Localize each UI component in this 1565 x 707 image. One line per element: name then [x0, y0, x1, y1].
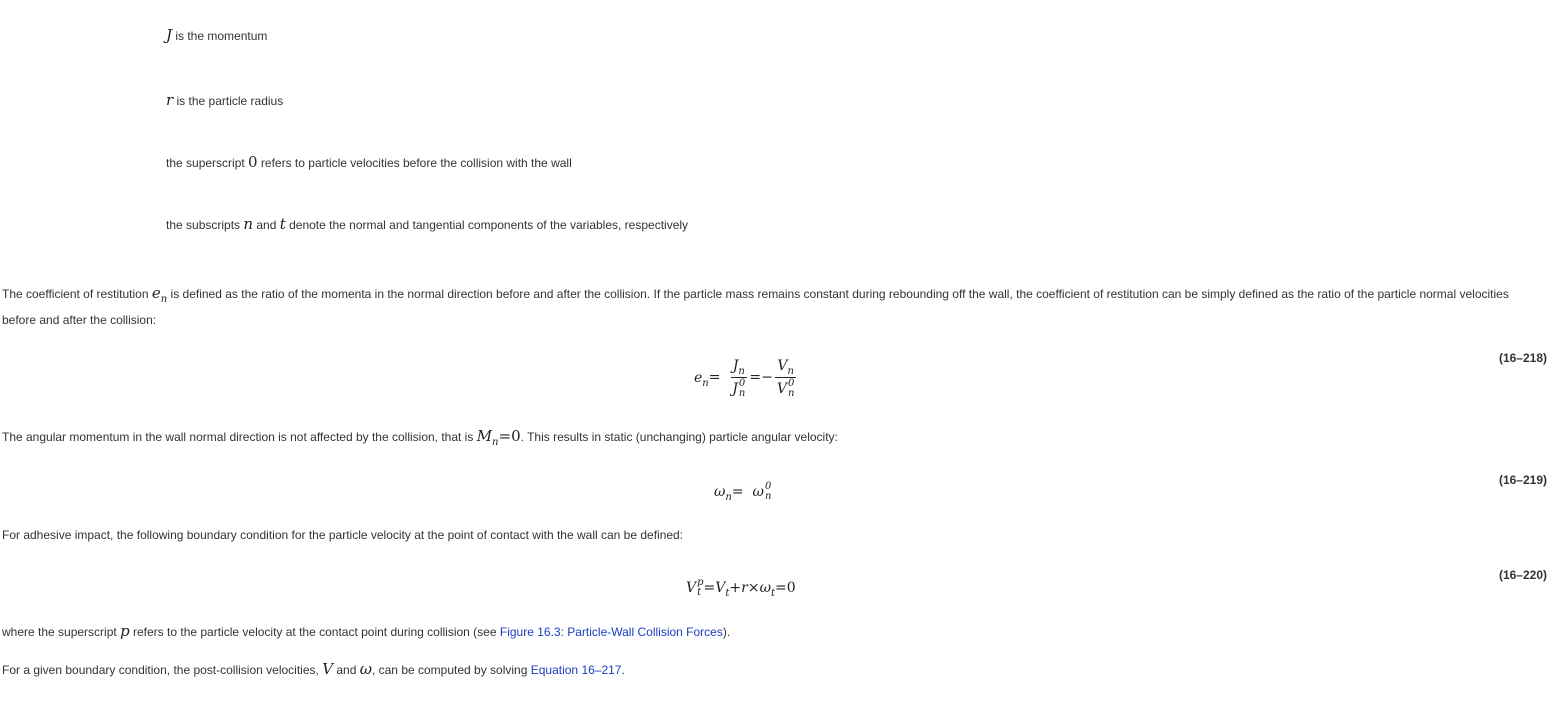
paragraph-text: refers to the particle velocity at the contact point during collision (see: [129, 625, 500, 639]
paragraph-restitution: [2, 281, 1542, 333]
math-subscript: n: [160, 294, 168, 305]
definition-momentum: [166, 26, 267, 44]
math-symbol: 0: [248, 153, 258, 171]
paragraph-text: and: [333, 663, 360, 677]
math-symbol: n: [243, 215, 254, 233]
math-symbol: t: [279, 215, 286, 233]
paragraph-adhesive-impact: [2, 523, 1542, 548]
figure-link[interactable]: Figure 16.3: Particle-Wall Collision Forces: [499, 625, 723, 639]
definition-text: is the momentum: [172, 29, 268, 43]
definition-text: the superscript: [166, 156, 249, 170]
equation-number: (16–219): [1498, 473, 1547, 487]
paragraph-text: The angular momentum in the wall normal direction is not affected by the collision, that is: [2, 430, 477, 444]
definition-subscripts: [166, 215, 688, 233]
definition-text: refers to particle velocities before the collision with the wall: [257, 156, 572, 170]
equation-number: (16–220): [1498, 568, 1547, 582]
definition-text: the subscripts: [166, 218, 244, 232]
definition-text: and: [253, 218, 280, 232]
definition-text: is the particle radius: [173, 94, 284, 108]
paragraph-text: ).: [722, 625, 731, 639]
paragraph-text: where the superscript: [2, 625, 121, 639]
math-symbol: J: [166, 26, 173, 44]
equation-link[interactable]: Equation 16–217: [530, 663, 622, 677]
definition-text: denote the normal and tangential components of the variables, respectively: [285, 218, 689, 232]
paragraph-text: For a given boundary condition, the post-collision velocities,: [2, 663, 323, 677]
equation-number: (16–218): [1498, 351, 1547, 365]
math-expression: =0: [498, 427, 521, 445]
paragraph-post-collision: [2, 657, 1542, 683]
math-symbol: p: [120, 622, 130, 640]
math-symbol: ω: [359, 660, 372, 678]
paragraph-contact-velocity: [2, 619, 1542, 645]
math-symbol: r: [166, 91, 174, 109]
paragraph-text: For adhesive impact, the following boundary condition for the particle velocity at the point of contact with the wall can be defined:: [2, 528, 684, 542]
math-symbol: e: [151, 284, 161, 302]
math-symbol: M: [476, 427, 493, 445]
paragraph-text: , can be computed by solving: [371, 663, 531, 677]
equation-16-220: V p t $=V_t+r\times\omega_t=0$: [686, 577, 796, 599]
math-symbol: V: [322, 660, 334, 678]
paragraph-text: The coefficient of restitution: [2, 287, 152, 301]
definition-radius: [166, 91, 283, 109]
paragraph-text: is defined as the ratio of the momenta in the normal direction before and after the collision. If the particle mass remains constant during rebounding off the wall, the coefficient of restitution can be simply defined as the ratio of the particle normal velocities before and after the collision:: [2, 287, 1509, 327]
equation-16-218: $e_n=$ $J_n$ J 0 n =− $V_n$ V 0 n: [694, 358, 795, 399]
paragraph-angular-momentum: [2, 424, 1542, 451]
definition-superscript: [166, 153, 572, 171]
paragraph-text: .: [621, 663, 625, 677]
paragraph-text: . This results in static (unchanging) particle angular velocity:: [520, 430, 838, 444]
equation-16-219: $\omega_n= \omega$ 0 n: [714, 481, 772, 503]
math-subscript: n: [492, 437, 499, 448]
